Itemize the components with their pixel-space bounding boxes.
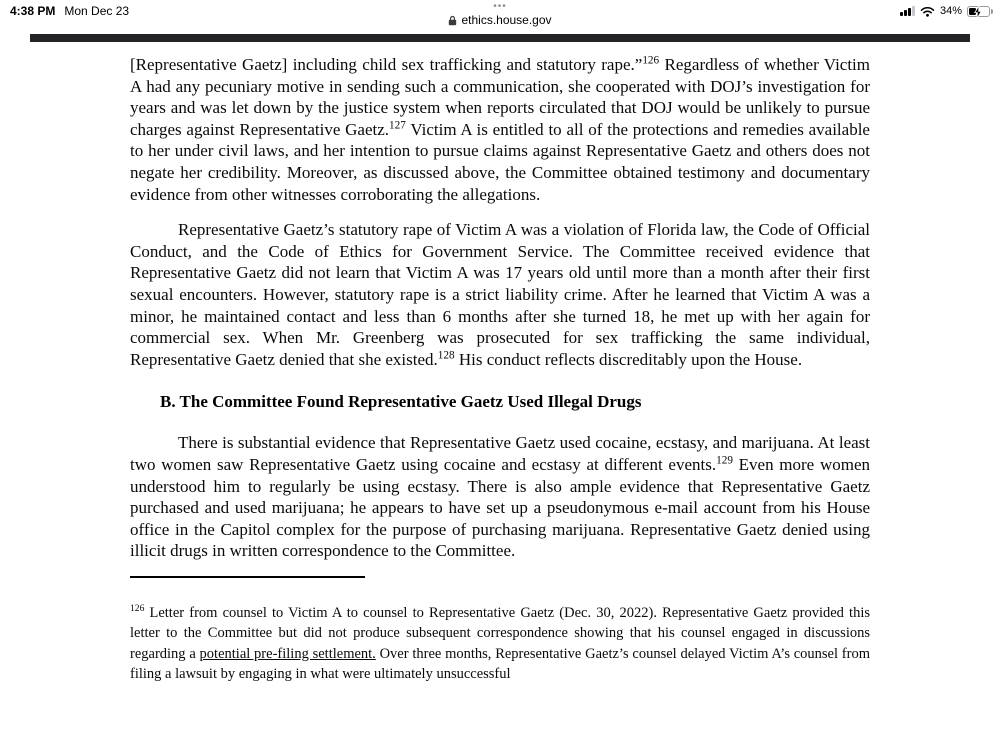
footnote-ref: 127: [389, 119, 406, 132]
lock-icon: [448, 15, 457, 26]
battery-percent: 34%: [939, 5, 962, 17]
safari-top-chrome: [0, 0, 1000, 32]
section-heading-b: B. The Committee Found Representative Gaetz Used Illegal Drugs: [160, 392, 642, 412]
status-left: [10, 3, 448, 18]
footnote-ref: 126: [130, 603, 145, 615]
footnote-ref: 129: [716, 454, 733, 467]
text-run: [Representative Gaetz] including child sex trafficking and statutory rape.”: [130, 55, 643, 74]
charging-bolt-icon: [973, 5, 983, 19]
text-run: Regardless of whether Victim A had any pecuniary motive in sending such a communication, she cooperated with DOJ’s investigation for years and was let down by the justice system when reports circulated that DOJ would be unlikely to pursue charges against Representative Gaetz.: [130, 55, 871, 139]
pdf-viewer[interactable]: [0, 34, 1000, 685]
paragraph-victim-a-allegations: [130, 54, 870, 205]
footnote-ref: 128: [437, 349, 455, 362]
tabs-overview-button[interactable]: •••: [493, 1, 507, 12]
text-run: His conduct reflects discreditably upon the House.: [454, 349, 803, 369]
document-page: [0, 42, 1000, 685]
paragraph-illegal-drugs: [130, 432, 870, 562]
address-area: [448, 3, 551, 27]
cellular-signal-icon: [900, 6, 915, 16]
footnote-ref: 126: [642, 54, 660, 67]
page-top-gap: [30, 34, 970, 42]
text-run: Over three months, Representative Gaetz’s counsel delayed Victim A’s counsel from filing a lawsuit by engaging in what were ultimately unsuccessful: [130, 645, 870, 683]
wifi-icon: [920, 6, 935, 17]
text-run: There is substantial evidence that Representative Gaetz used cocaine, ecstasy, and marijuana. At least two women saw Representative Gaetz using cocaine and ecstasy at different events.: [130, 433, 870, 474]
status-date: Mon Dec 23: [64, 4, 130, 18]
footnote-126: [130, 603, 870, 685]
footnote-divider: [130, 576, 365, 578]
status-time: 4:38 PM: [10, 4, 56, 18]
text-run: Even more women understood him to regularly be using ecstasy. There is also ample evidence that Representative Gaetz purchased and used marijuana; he appears to have set up a pseudonymous e-mail account from his House office in the Capitol complex for the purpose of purchasing marijuana. Representative Gaetz denied using illicit drugs in written correspondence to the Committee.: [130, 454, 870, 561]
site-url: ethics.house.gov: [461, 13, 552, 27]
status-right: [552, 3, 990, 17]
text-run: Representative Gaetz’s statutory rape of Victim A was a violation of Florida law, the Code of Official Conduct, and the Code of Ethics for Government Service. The Committee received evidence that Representative Gaetz did not learn that Victim A was 17 years old until more than a month after their first sexual encounters. However, statutory rape is a strict liability crime. After he learned that Victim A was a minor, he maintained contact and less than 6 months after she turned 18, he met up with her again for commercial sex. When Mr. Greenberg was prosecuted for sex trafficking the same individual, Representative Gaetz denied that she existed.: [130, 220, 870, 369]
text-run: Letter from counsel to Victim A to counsel to Representative Gaetz (Dec. 30, 2022). Representative Gaetz provided this letter to the Committee but did not produce subsequent correspondence showing that his counsel engaged in discussions regarding a: [130, 604, 870, 662]
battery-icon: [967, 6, 990, 17]
underlined-phrase: potential pre-filing settlement.: [199, 645, 376, 662]
text-run: Victim A is entitled to all of the protections and remedies available to her under civil laws, and her intention to pursue claims against Representative Gaetz and others does not negate her credibility. Moreover, as discussed above, the Committee obtained testimony and documentary evidence from other witnesses corroborating the allegations.: [130, 119, 870, 204]
address-bar[interactable]: [448, 13, 551, 27]
paragraph-statutory-rape-violation: [130, 219, 870, 370]
